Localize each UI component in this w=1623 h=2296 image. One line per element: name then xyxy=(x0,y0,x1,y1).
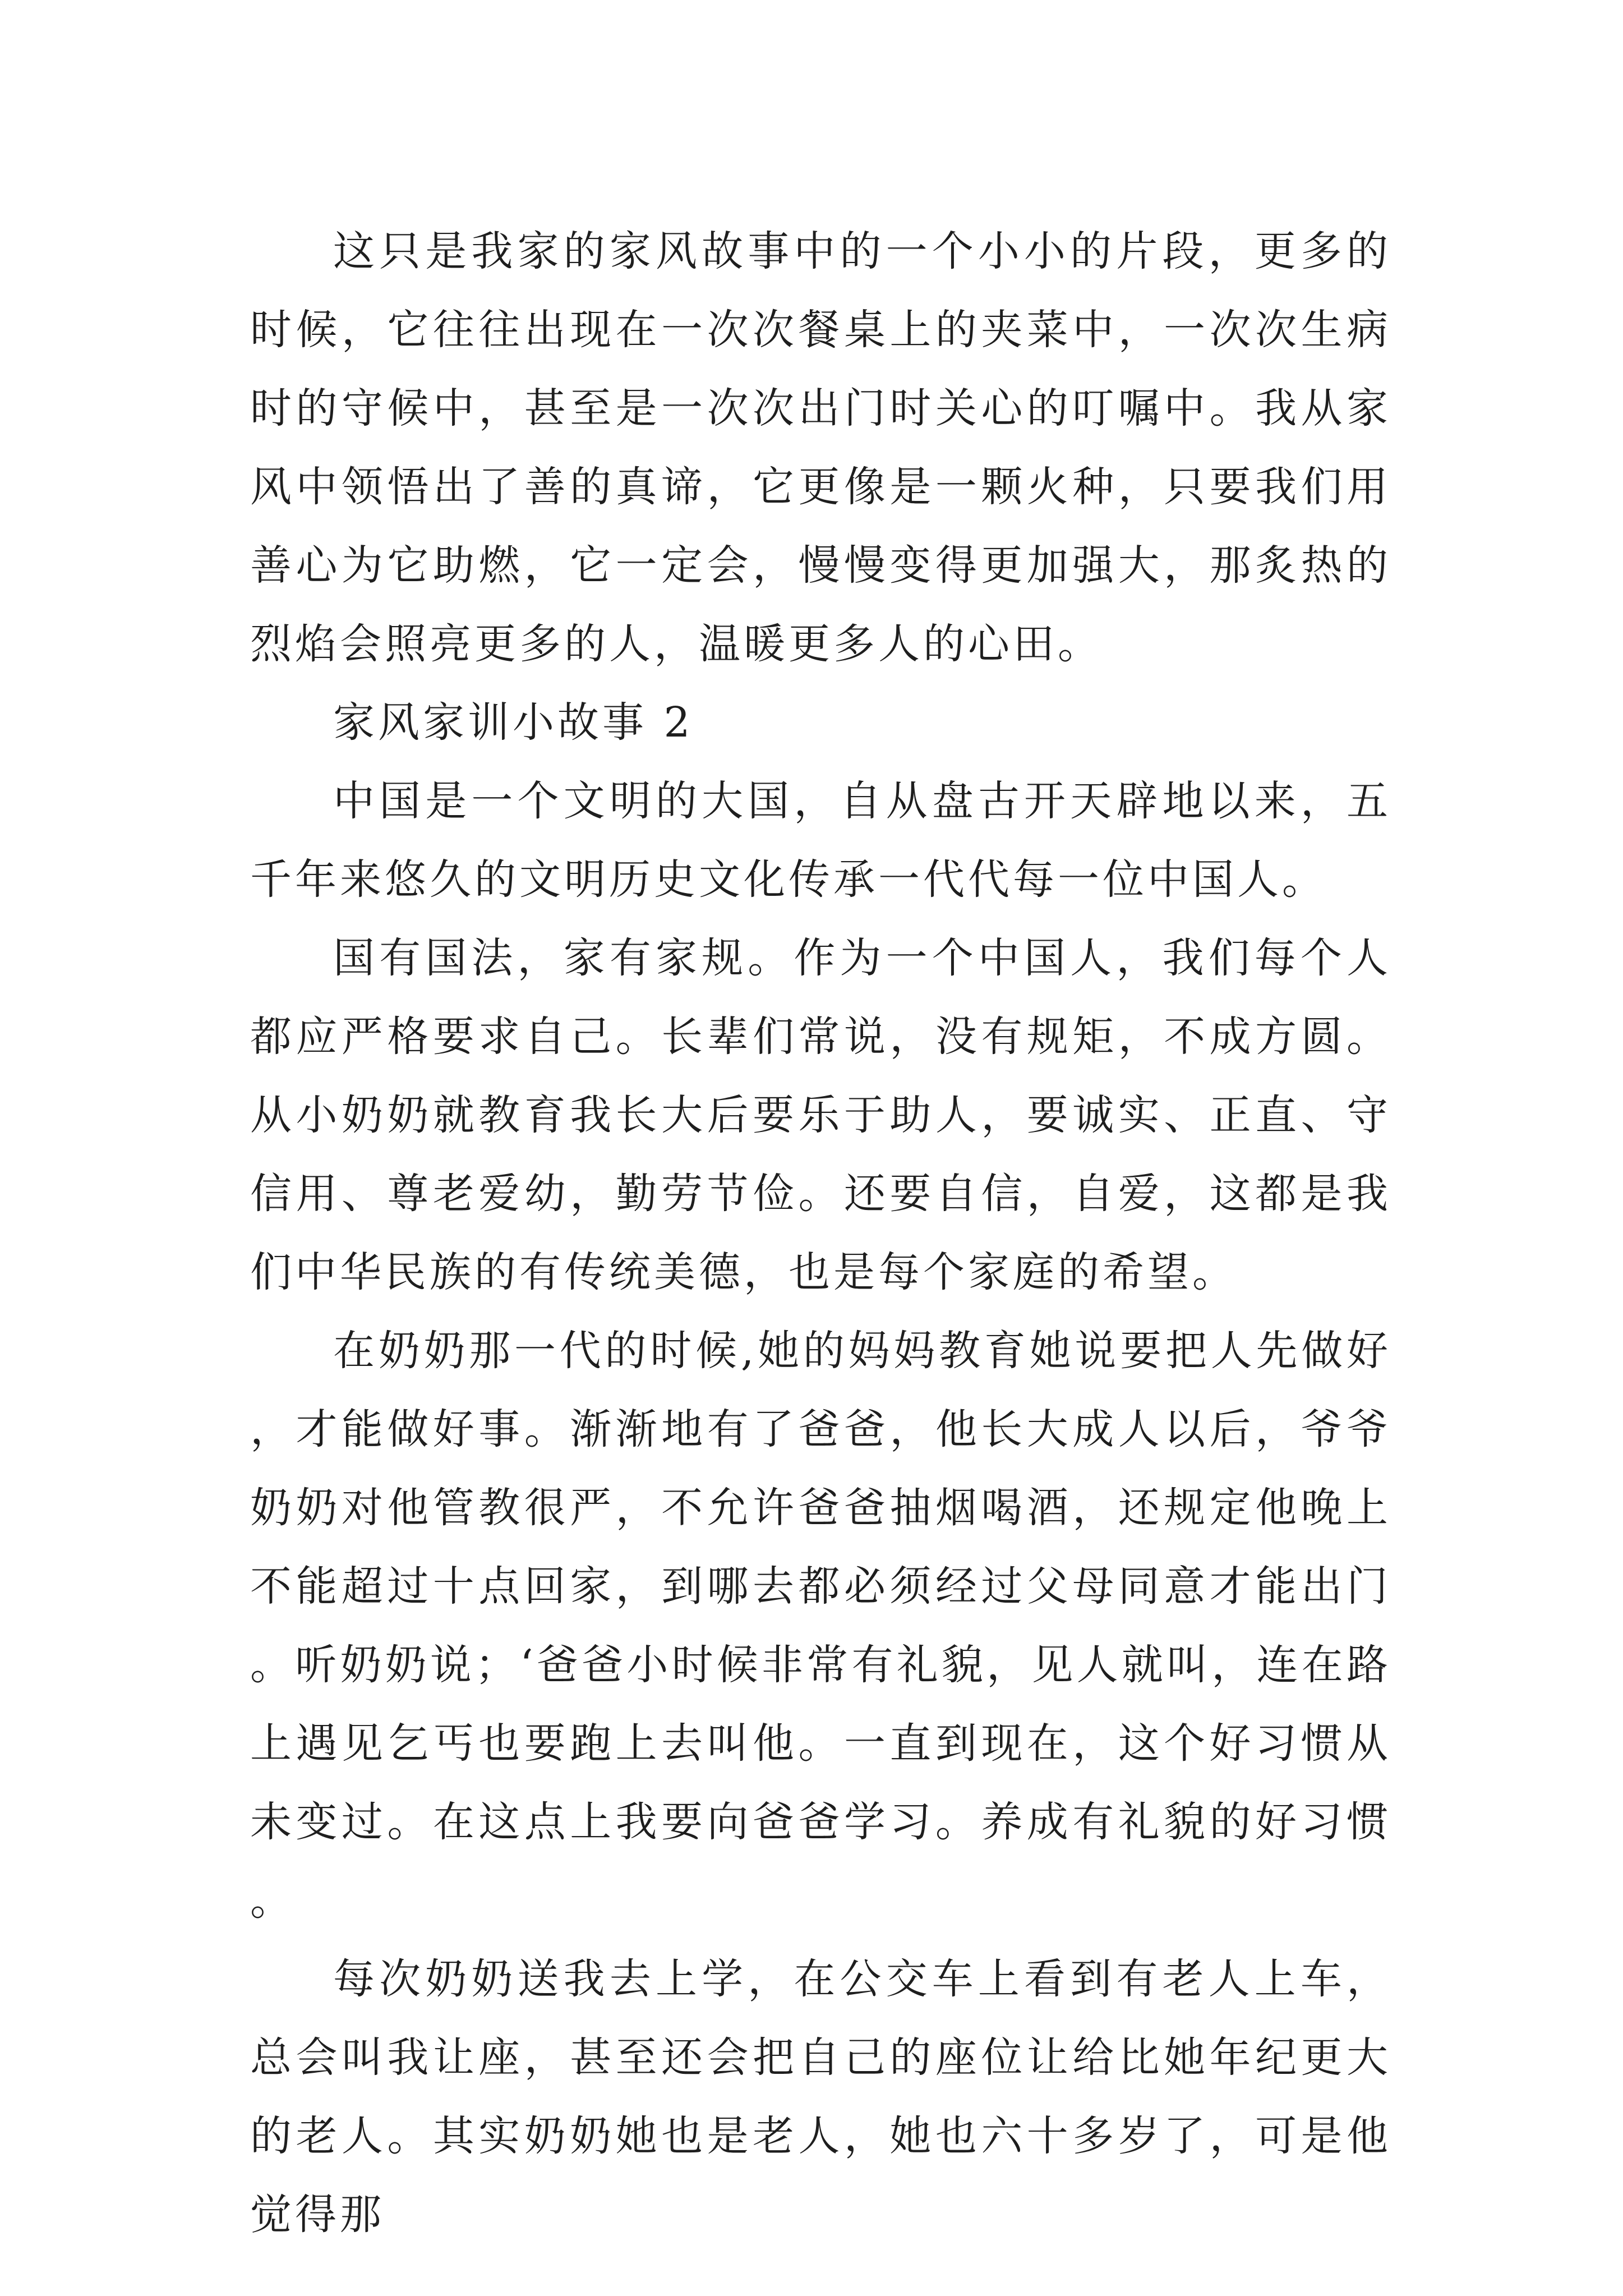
paragraph: 在奶奶那一代的时候,她的妈妈教育她说要把人先做好，才能做好事。渐渐地有了爸爸，他长大成人以后，爷爷奶奶对他管教很严，不允许爸爸抽烟喝酒，还规定他晚上不能超过十点回家，到哪去都必须经过父母同意才能出门。听奶奶说；‘爸爸小时候非常有礼貌，见人就叫，连在路上遇见乞丐也要跑上去叫他。一直到现在，这个好习惯从未变过。在这点上我要向爸爸学习。养成有礼貌的好习惯。 xyxy=(250,1327,1391,1925)
paragraph: 这只是我家的家风故事中的一个小小的片段，更多的时候，它往往出现在一次次餐桌上的夹菜中，一次次生病时的守候中，甚至是一次次出门时关心的叮嘱中。我从家风中领悟出了善的真谛，它更像是一颗火种，只要我们用善心为它助燃，它一定会，慢慢变得更加强大，那炙热的烈焰会照亮更多的人，温暖更多人的心田。 xyxy=(250,227,1391,668)
paragraph: 中国是一个文明的大国，自从盘古开天辟地以来，五千年来悠久的文明历史文化传承一代代每一位中国人。 xyxy=(250,777,1391,904)
section-heading: 家风家训小故事 2 xyxy=(333,698,694,747)
document-body xyxy=(250,212,1391,2254)
paragraph: 每次奶奶送我去上学，在公交车上看到有老人上车，总会叫我让座，甚至还会把自己的座位让给比她年纪更大的老人。其实奶奶她也是老人，她也六十多岁了，可是他觉得那 xyxy=(250,1955,1391,2239)
paragraph: 国有国法，家有家规。作为一个中国人，我们每个人都应严格要求自己。长辈们常说，没有规矩，不成方圆。从小奶奶就教育我长大后要乐于助人，要诚实、正直、守信用、尊老爱幼，勤劳节俭。还要自信，自爱，这都是我们中华民族的有传统美德，也是每个家庭的希望。 xyxy=(250,934,1391,1296)
